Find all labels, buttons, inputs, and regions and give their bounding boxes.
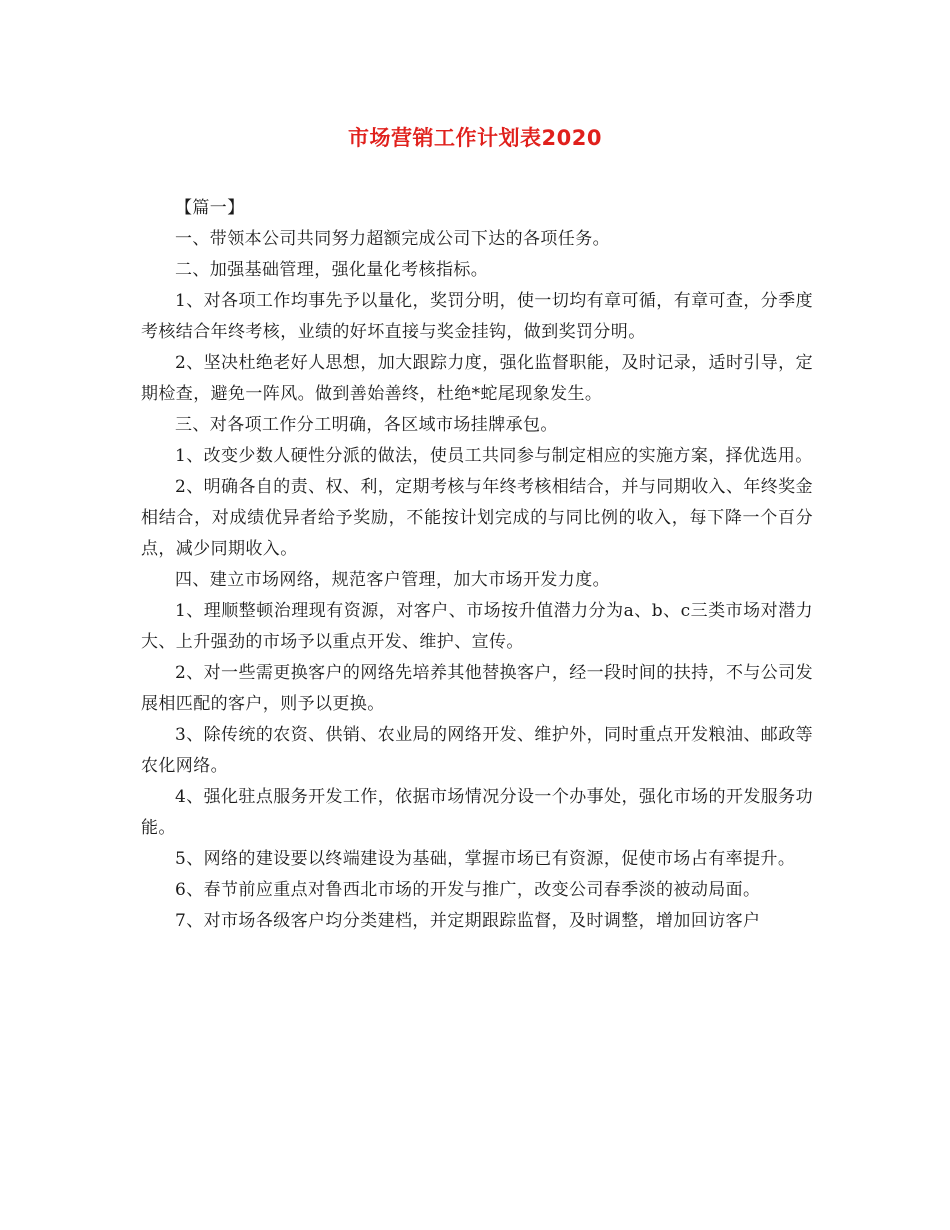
- paragraph: 4、强化驻点服务开发工作，依据市场情况分设一个办事处，强化市场的开发服务功能。: [141, 787, 813, 838]
- paragraph: 1、对各项工作均事先予以量化，奖罚分明，使一切均有章可循，有章可查，分季度考核结合年终考核，业绩的好坏直接与奖金挂钩，做到奖罚分明。: [141, 291, 813, 342]
- paragraph: 1、改变少数人硬性分派的做法，使员工共同参与制定相应的实施方案，择优选用。: [175, 446, 813, 466]
- document-title: 市场营销工作计划表2020: [348, 126, 602, 150]
- paragraph: 3、除传统的农资、供销、农业局的网络开发、维护外，同时重点开发粮油、邮政等农化网络。: [141, 725, 813, 776]
- paragraph: 2、坚决杜绝老好人思想，加大跟踪力度，强化监督职能，及时记录，适时引导，定期检查，避免一阵风。做到善始善终，杜绝*蛇尾现象发生。: [141, 353, 813, 404]
- paragraph: 2、明确各自的责、权、利，定期考核与年终考核相结合，并与同期收入、年终奖金相结合，对成绩优异者给予奖励，不能按计划完成的与同比例的收入，每下降一个百分点，减少同期收入。: [141, 477, 813, 559]
- paragraph: 1、理顺整顿治理现有资源，对客户、市场按升值潜力分为a、b、c三类市场对潜力大、上升强劲的市场予以重点开发、维护、宣传。: [141, 601, 813, 652]
- section-marker: 【篇一】: [175, 198, 245, 218]
- paragraph: 5、网络的建设要以终端建设为基础，掌握市场已有资源，促使市场占有率提升。: [175, 849, 796, 869]
- paragraph: 一、带领本公司共同努力超额完成公司下达的各项任务。: [175, 229, 610, 249]
- paragraph: 二、加强基础管理，强化量化考核指标。: [175, 260, 489, 280]
- paragraph: 2、对一些需更换客户的网络先培养其他替换客户，经一段时间的扶持，不与公司发展相匹配的客户，则予以更换。: [141, 663, 813, 714]
- paragraph: 6、春节前应重点对鲁西北市场的开发与推广，改变公司春季淡的被动局面。: [175, 880, 761, 900]
- document-body: [141, 193, 813, 937]
- paragraph: 四、建立市场网络，规范客户管理，加大市场开发力度。: [175, 570, 610, 590]
- paragraph: 三、对各项工作分工明确，各区域市场挂牌承包。: [175, 415, 558, 435]
- paragraph: 7、对市场各级客户均分类建档，并定期跟踪监督，及时调整，增加回访客户: [175, 911, 761, 931]
